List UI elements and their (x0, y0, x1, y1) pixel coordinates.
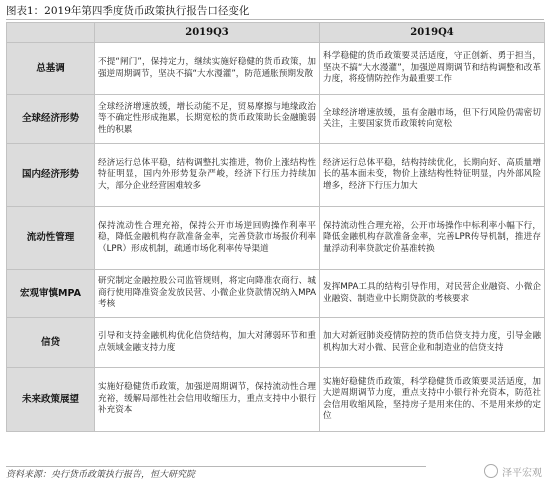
cell-q4: 实施好稳健货币政策，科学稳健货币政策要灵活适度，加大逆周期调节力度，重点支持中小银行补充资本，防范社会信用收缩风险，坚持房子是用来住的、不是用来炒的定位 (320, 368, 545, 432)
table-row (7, 95, 545, 144)
table-header-row (7, 23, 545, 43)
cell-q3: 经济运行总体平稳，结构调整扎实推进，物价上涨结构性特征明显，国内外形势复杂严峻，经济下行压力持续加大，部分企业经营困难较多 (95, 144, 320, 207)
table-row (7, 318, 545, 368)
table-row (7, 368, 545, 432)
cell-q4: 科学稳健的货币政策要灵活适度，守正创新、勇于担当，坚决不搞“大水漫灌”，加强逆周期调节和结构调整和改革力度，将疫情防控作为最重要工作 (320, 43, 545, 95)
cell-q4: 全球经济增速放缓，虽有金融市场，但下行风险仍需密切关注，主要国家货币政策转向宽松 (320, 95, 545, 144)
header-2019q4: 2019Q4 (320, 23, 545, 43)
watermark (484, 462, 542, 480)
cell-q3: 研究制定金融控股公司监管规则，将定向降准农商行、城商行使用降准资金发放民营、小微企业贷款情况纳入MPA考核 (95, 270, 320, 318)
cell-q4: 发挥MPA工具的结构引导作用，对民营企业融资、小微企业融资、制造业中长期贷款的考核要求 (320, 270, 545, 318)
watermark-text: 泽平宏观 (502, 467, 542, 479)
figure-caption (6, 3, 544, 20)
cell-q3: 保持流动性合理充裕，保持公开市场逆回购操作利率平稳，降低金融机构存款准备金率，完善贷款市场报价利率（LPR）形成机制，疏通市场化利率传导渠道 (95, 207, 320, 270)
cell-q4: 加大对新冠肺炎疫情防控的货币信贷支持力度，引导金融机构加大对小微、民营企业和制造业的信贷支持 (320, 318, 545, 368)
cell-q4: 保持流动性合理充裕，公开市场操作中标利率小幅下行，降低金融机构存款准备金率，完善LPR传导机制，推进存量浮动利率贷款定价基准转换 (320, 207, 545, 270)
row-label: 全球经济形势 (7, 95, 95, 144)
cell-q3: 实施好稳健货币政策，加强逆周期调节，保持流动性合理充裕，缓解局部性社会信用收缩压力，重点支持中小银行补充资本 (95, 368, 320, 432)
caption-title: 年第四季度货币政策执行报告口径变化 (70, 5, 250, 17)
table-row (7, 207, 545, 270)
table-row (7, 270, 545, 318)
wechat-logo-icon (484, 464, 498, 478)
row-label: 信贷 (7, 318, 95, 368)
row-label: 宏观审慎MPA (7, 270, 95, 318)
cell-q3: 全球经济增速放缓，增长动能不足，贸易摩擦与地缘政治等不确定性形成拖累，长期宽松的货币政策助长金融脆弱性的积累 (95, 95, 320, 144)
table-row (7, 144, 545, 207)
header-2019q3: 2019Q3 (95, 23, 320, 43)
cell-q3: 不提“闸门”，保持定力，继续实施好稳健的货币政策，加强逆周期调节，坚决不搞“大水漫灌”，防范通胀预期发散 (95, 43, 320, 95)
row-label: 总基调 (7, 43, 95, 95)
policy-comparison-table (6, 22, 545, 432)
cell-q4: 经济运行总体平稳，结构持续优化，长期向好、高质量增长的基本面未变，物价上涨结构性特征明显，内外部风险增多，经济下行压力加大 (320, 144, 545, 207)
row-label: 流动性管理 (7, 207, 95, 270)
header-blank (7, 23, 95, 43)
source-note: 资料来源：央行货币政策执行报告，恒大研究院 (6, 466, 426, 483)
row-label: 国内经济形势 (7, 144, 95, 207)
table-row (7, 43, 545, 95)
cell-q3: 引导和支持金融机构优化信贷结构，加大对薄弱环节和重点领域金融支持力度 (95, 318, 320, 368)
caption-prefix: 图表1：2019 (6, 5, 71, 17)
row-label: 未来政策展望 (7, 368, 95, 432)
